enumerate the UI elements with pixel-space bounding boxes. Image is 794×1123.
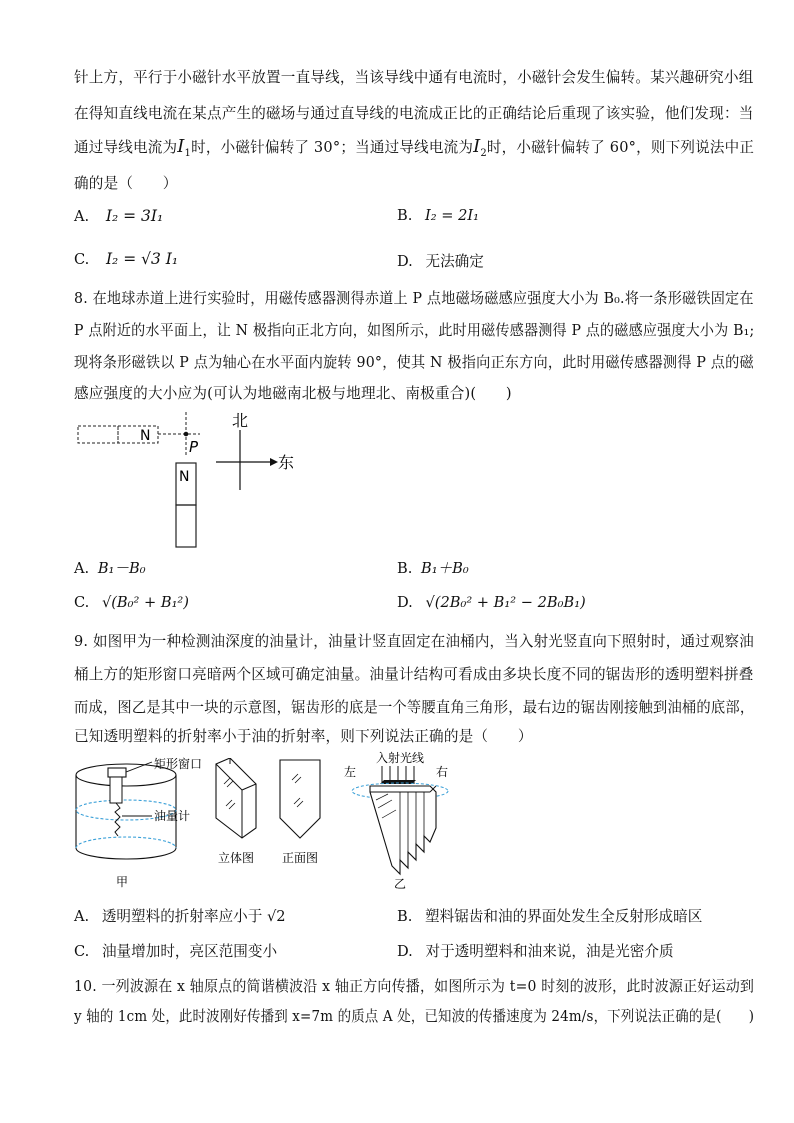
rect-window <box>108 768 126 777</box>
q8-option-d-label: D. <box>397 594 413 611</box>
q9-figure-yi <box>340 748 460 890</box>
q8-option-a[interactable] <box>74 557 146 578</box>
q8-option-b[interactable] <box>397 557 469 578</box>
q7-option-d-label: D. <box>397 253 413 270</box>
q9-line-3: 而成，图乙是其中一块的示意图，锯齿形的底是一个等腰直角三角形，最右边的锯齿刚接触到油桶的底部， <box>74 699 755 716</box>
q7-option-b[interactable] <box>397 207 479 224</box>
q8-option-a-label: A. <box>74 560 90 577</box>
east-arrow-icon <box>270 458 278 466</box>
q7-line-3 <box>74 136 754 159</box>
q7-option-b-expr: I₂ = 2I₁ <box>425 207 480 224</box>
q7-line-3-a: 通过导线电流为 <box>74 139 178 156</box>
compass-north-label: 北 <box>232 411 249 430</box>
q8-option-b-label: B. <box>397 560 413 577</box>
q8-option-b-expr: B₁＋B₀ <box>421 560 469 577</box>
q7-current-1: I <box>177 136 185 157</box>
q9-option-d-text: 对于透明塑料和油来说，油是光密介质 <box>425 943 674 960</box>
q7-current-2: I <box>473 136 481 157</box>
view3d-label: 立体图 <box>218 851 255 865</box>
q9-option-b-label: B. <box>397 908 413 925</box>
yi-label: 乙 <box>394 877 407 890</box>
q9-figure-views <box>212 758 342 868</box>
q9-option-a-text: 透明塑料的折射率应小于 √2 <box>101 908 286 925</box>
q7-option-d-text: 无法确定 <box>425 253 484 270</box>
front-view-label: 正面图 <box>282 851 319 865</box>
view3d-glint-2 <box>227 781 233 787</box>
q8-line-2: P 点附近的水平面上，让 N 极指向正北方向，如图所示，此时用磁传感器测得 P 点的磁感应强度大小为 B₁; <box>74 322 755 339</box>
q7-line-3-c: 时，小磁针偏转了 60°，则下列说法中正 <box>486 139 755 156</box>
magnet-dashed-pole: N <box>140 428 151 444</box>
view3d-glint-1 <box>224 778 230 784</box>
drum-bottom-front <box>76 848 176 859</box>
view3d-glint-4 <box>229 803 235 809</box>
q7-option-d[interactable] <box>397 250 484 271</box>
q7-current-1-sub: 1 <box>184 147 192 159</box>
q8-line-4: 感应强度的大小应为(可认为地磁南北极与地理北、南极重合)( ) <box>74 385 512 402</box>
q9-line-4: 已知透明塑料的折射率小于油的折射率，则下列说法正确的是（ ） <box>74 728 533 745</box>
q9-option-c[interactable] <box>74 940 277 961</box>
front-glint-4 <box>297 801 303 807</box>
front-glint-2 <box>295 777 301 783</box>
sawtooth-block <box>370 786 436 874</box>
q9-line-2: 桶上方的矩形窗口亮暗两个区域可确定油量。油量计结构可看成由多块长度不同的锯齿形的透明塑料拼叠 <box>74 666 754 683</box>
front-glint-1 <box>292 774 298 780</box>
q7-option-a-expr: I₂ = 3I₁ <box>105 207 164 225</box>
yi-left-label: 左 <box>344 765 357 779</box>
view3d-edge-3 <box>242 784 256 790</box>
q8-line-3: 现将条形磁铁以 P 点为轴心在水平面内旋转 90°，使其 N 极指向正东方向，此时用磁传感器测得 P 点的磁 <box>74 354 754 371</box>
q8-option-c[interactable] <box>74 594 189 611</box>
q8-option-a-expr: B₁－B₀ <box>97 560 146 577</box>
q7-option-c-label: C. <box>74 251 90 268</box>
q8-compass <box>208 408 298 492</box>
q9-option-a[interactable] <box>74 905 286 926</box>
q9-option-a-label: A. <box>74 908 90 925</box>
q10-line-1: 10. 一列波源在 x 轴原点的简谐横波沿 x 轴正方向传播，如图所示为 t=0 时刻的波形，此时波源正好运动到 <box>74 978 755 995</box>
view3d-edge-2 <box>216 764 242 790</box>
q9-figure-jia <box>70 750 230 892</box>
magnet-pole-n: N <box>179 469 190 485</box>
magnet-dashed-right <box>118 426 158 443</box>
front-glint-3 <box>294 798 300 804</box>
q9-option-b[interactable] <box>397 905 702 926</box>
q10-line-2: y 轴的 1cm 处，此时波刚好传播到 x=7m 的质点 A 处，已知波的传播速度为 24m/s，下列说法正确的是( ) <box>74 1008 755 1025</box>
q9-option-c-text: 油量增加时，亮区范围变小 <box>101 943 278 960</box>
point-p-label: P <box>189 438 199 456</box>
compass-east-label: 东 <box>278 453 295 472</box>
q9-option-d-label: D. <box>397 943 413 960</box>
magnet-dashed-left <box>78 426 118 443</box>
q7-line-1: 针上方，平行于小磁针水平放置一直导线，当该导线中通有电流时，小磁针会发生偏转。某兴趣研究小组 <box>74 69 754 86</box>
q7-line-4: 确的是（ ） <box>74 175 178 192</box>
view3d-glint-3 <box>226 800 232 806</box>
q8-line-1: 8. 在地球赤道上进行实验时，用磁传感器测得赤道上 P 点地磁场磁感应强度大小为 B₀.将一条形磁铁固定在 <box>74 290 754 307</box>
q9-option-b-text: 塑料锯齿和油的界面处发生全反射形成暗区 <box>425 908 703 925</box>
q8-option-c-expr: √(B₀² + B₁²) <box>101 594 189 611</box>
light-label: 入射光线 <box>376 751 425 765</box>
magnet-south-half <box>176 505 196 547</box>
q7-option-c-expr: I₂ = √3 I₁ <box>105 250 179 268</box>
q7-line-2: 在得知直线电流在某点产生的磁场与通过直导线的电流成正比的正确结论后重现了该实验，他们发现：当 <box>74 105 754 122</box>
q8-option-c-label: C. <box>74 594 90 611</box>
q9-option-c-label: C. <box>74 943 90 960</box>
q7-option-a[interactable] <box>74 207 163 225</box>
q7-option-c[interactable] <box>74 250 178 268</box>
yi-right-label: 右 <box>436 765 449 779</box>
q7-option-a-label: A. <box>74 208 90 225</box>
q8-option-d-expr: √(2B₀² + B₁² − 2B₀B₁) <box>425 594 586 611</box>
point-p <box>184 432 189 437</box>
front-view-outline <box>280 760 320 838</box>
q9-option-d[interactable] <box>397 940 674 961</box>
jia-label: 甲 <box>116 875 129 889</box>
q9-line-1: 9. 如图甲为一种检测油深度的油量计，油量计竖直固定在油桶内，当入射光竖直向下照射时，通过观察油 <box>74 633 754 650</box>
q7-line-3-b: 时，小磁针偏转了 30°；当通过导线电流为 <box>191 139 474 156</box>
q7-option-b-label: B. <box>397 207 413 224</box>
gauge-body <box>110 777 122 803</box>
q8-option-d[interactable] <box>397 594 586 611</box>
gauge-label: 油量计 <box>154 809 191 823</box>
q7-current-2-sub: 2 <box>480 147 487 159</box>
window-label: 矩形窗口 <box>154 757 203 771</box>
drum-bottom-back <box>76 837 176 848</box>
